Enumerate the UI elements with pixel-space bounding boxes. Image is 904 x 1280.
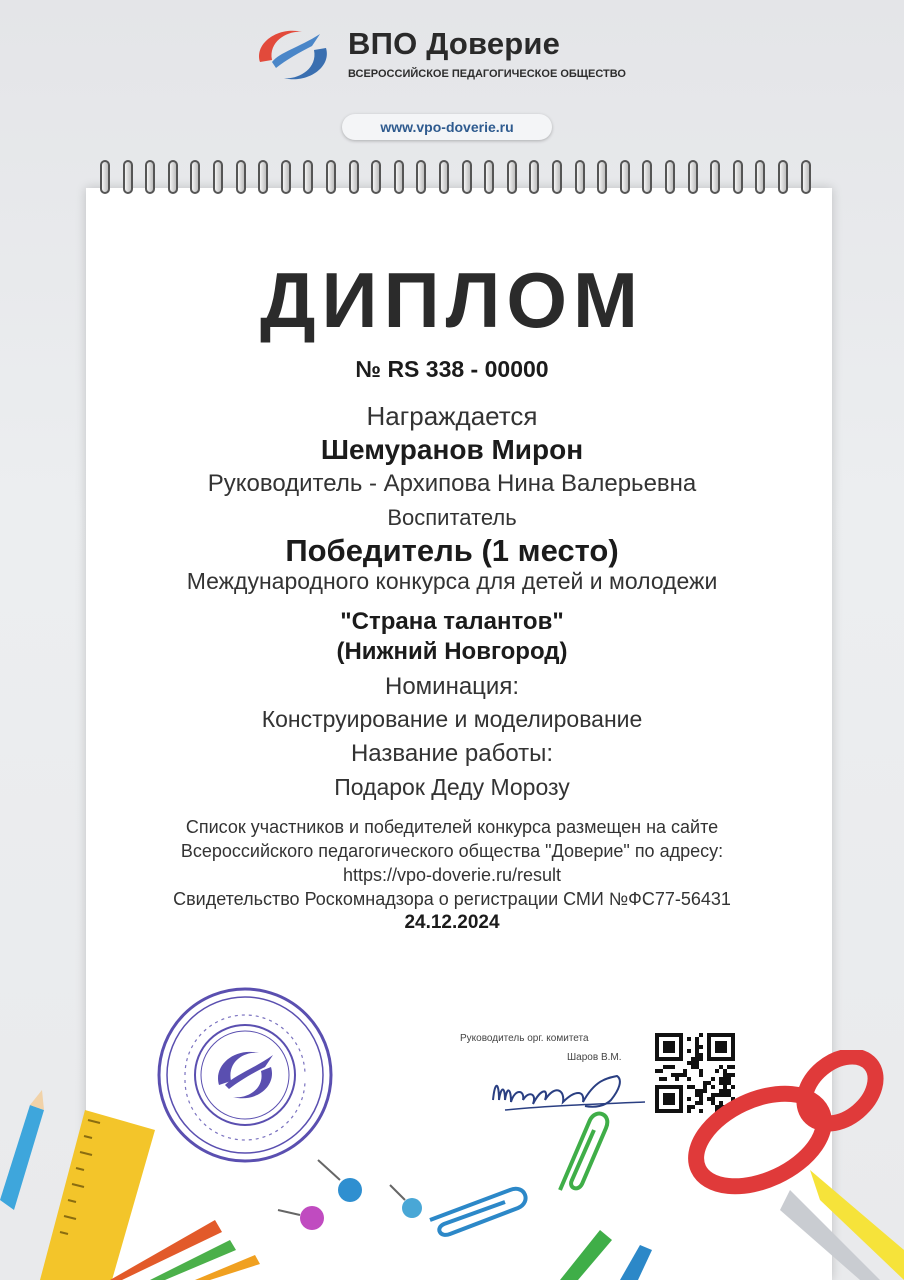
brand-subtitle: ВСЕРОССИЙСКОЕ ПЕДАГОГИЧЕСКОЕ ОБЩЕСТВО [348,68,626,80]
signature-name: Шаров В.М. [567,1052,622,1063]
diploma-number: № RS 338 - 00000 [355,356,549,382]
ring-icon [778,160,788,194]
ring-icon [100,160,110,194]
ring-icon [552,160,562,194]
contest-name [60,607,844,667]
ring-icon [755,160,765,194]
ring-icon [529,160,539,194]
ring-icon [439,160,449,194]
ring-icon [190,160,200,194]
ring-icon [394,160,404,194]
notebook-rings [92,160,822,210]
site-link[interactable]: www.vpo-doverie.ru [342,114,552,140]
ring-icon [416,160,426,194]
pushpin-icon [278,1160,422,1230]
leader-name: Руководитель - Архипова Нина Валерьевна [207,470,697,497]
ring-icon [620,160,630,194]
leader-role: Воспитатель [387,505,517,530]
place-text: Победитель (1 место) [285,533,619,568]
ring-icon [349,160,359,194]
markers-icon [560,1230,652,1280]
work-value: Подарок Деду Морозу [334,774,570,800]
nomination-value: Конструирование и моделирование [261,706,643,732]
work-label: Название работы: [350,740,554,767]
ring-icon [710,160,720,194]
note-line-3: https://vpo-doverie.ru/result [342,865,562,885]
ring-icon [484,160,494,194]
school-supplies-decoration [0,1050,904,1280]
paper-clip-icon [430,1114,607,1235]
header [0,0,904,160]
nomination-label: Номинация: [384,673,519,700]
ring-icon [665,160,675,194]
ring-icon [213,160,223,194]
ring-icon [236,160,246,194]
ring-icon [123,160,133,194]
ring-icon [371,160,381,194]
ring-icon [303,160,313,194]
colored-pencils-icon [110,1220,260,1280]
ring-icon [642,160,652,194]
ring-icon [688,160,698,194]
contest-text: Международного конкурса для детей и молодежи [186,568,718,594]
ring-icon [462,160,472,194]
note-line-1: Список участников и победителей конкурса размещен на сайте [185,817,719,837]
ring-icon [507,160,517,194]
ring-icon [575,160,585,194]
publication-note [60,815,844,911]
ring-icon [597,160,607,194]
contest-name-line-2: (Нижний Новгород) [336,638,568,665]
ring-icon [168,160,178,194]
ring-icon [258,160,268,194]
ring-icon [733,160,743,194]
ring-icon [281,160,291,194]
note-line-2: Всероссийского педагогического общества "Доверие" по адресу: [180,841,724,861]
ring-icon [145,160,155,194]
diploma-title: ДИПЛОМ [259,256,645,344]
scissors-icon [681,1050,904,1280]
issue-date: 24.12.2024 [404,912,500,933]
ring-icon [326,160,336,194]
ring-icon [801,160,811,194]
vpo-logo-icon [250,22,336,88]
recipient-name: Шемуранов Мирон [320,434,584,465]
contest-name-line-1: "Страна талантов" [340,608,564,635]
brand-title: ВПО Доверие [348,26,561,61]
note-line-4: Свидетельство Роскомнадзора о регистрации СМИ №ФС77-56431 [173,889,731,909]
signature-title: Руководитель орг. комитета [460,1033,589,1044]
award-text: Награждается [366,401,538,431]
blue-pencil-icon [0,1090,44,1210]
yellow-ruler-icon [40,1110,155,1280]
